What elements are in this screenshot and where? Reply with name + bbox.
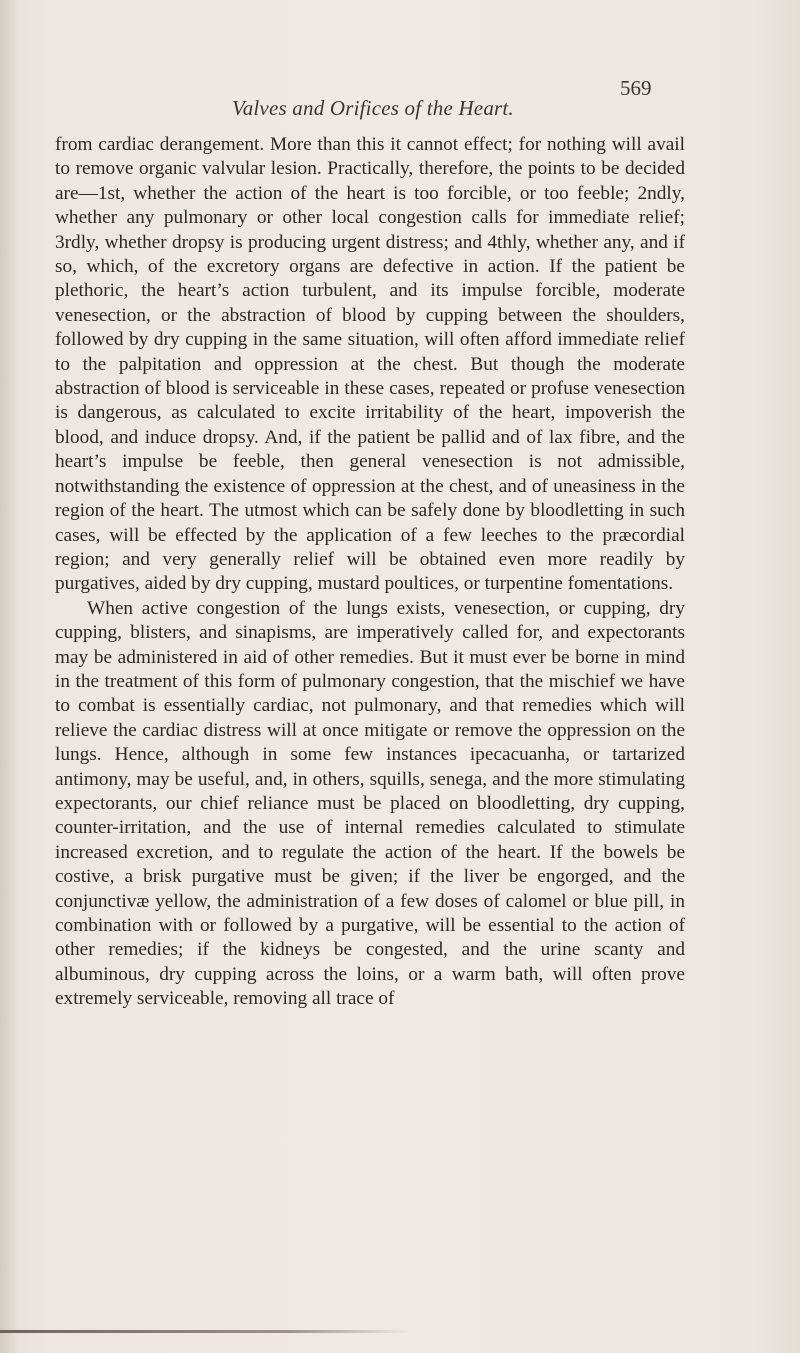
page-edge-shadow bbox=[0, 0, 18, 1353]
paragraph-continued: from cardiac derangement. More than this it cannot effect; for nothing will avail to remove organic valvular lesion. Practically, therefore, the points to be decided are—1st, whether the action of the heart is too forcible, or too feeble; 2ndly, whether any pulmonary or other local congestion calls for immediate relief; 3rdly, whether dropsy is producing urgent distress; and 4thly, whether any, and if so, which, of the excretory organs are defective in action. If the patient be plethoric, the heart’s action turbulent, and its impulse forcible, moderate venesection, or the abstraction of blood by cupping between the shoulders, followed by dry cupping in the same situation, will often afford immediate relief to the palpitation and oppression at the chest. But though the moderate abstraction of blood is serviceable in these cases, repeated or profuse venesection is dangerous, as calculated to excite irritability of the heart, impoverish the blood, and induce dropsy. And, if the patient be pallid and of lax fibre, and the heart’s impulse be feeble, then general venesection is not admissible, notwithstanding the existence of oppression at the chest, and of uneasiness in the region of the heart. The utmost which can be safely done by bloodletting in such cases, will be effected by the application of a few leeches to the præcordial region; and very generally relief will be obtained even more readily by purgatives, aided by dry cupping, mustard poultices, or turpentine fomentations. bbox=[55, 134, 685, 595]
page-bottom-edge bbox=[0, 1330, 410, 1333]
body-text bbox=[55, 133, 685, 1012]
page-header bbox=[0, 76, 800, 126]
paragraph: When active congestion of the lungs exists, venesection, or cupping, dry cupping, blisters, and sinapisms, are imperatively called for, and expectorants may be administered in aid of other remedies. But it must ever be borne in mind in the treatment of this form of pulmonary congestion, that the mischief we have to combat is essentially cardiac, not pulmonary, and that remedies which will relieve the cardiac distress will at once mitigate or remove the oppression on the lungs. Hence, although in some few instances ipecacuanha, or tartarized antimony, may be useful, and, in others, squills, senega, and the more stimulating expectorants, our chief reliance must be placed on bloodletting, dry cupping, counter-irritation, and the use of internal remedies calculated to stimulate increased excretion, and to regulate the action of the heart. If the bowels be costive, a brisk purgative must be given; if the liver be engorged, and the conjunctivæ yellow, the administration of a few doses of calomel or blue pill, in combination with or followed by a purgative, will be essential to the action of other remedies; if the kidneys be congested, and the urine scanty and albuminous, dry cupping across the loins, or a warm bath, will often prove extremely serviceable, removing all trace of bbox=[55, 597, 685, 1010]
running-title: Valves and Orifices of the Heart. bbox=[232, 96, 514, 120]
page-number: 569 bbox=[620, 76, 652, 100]
